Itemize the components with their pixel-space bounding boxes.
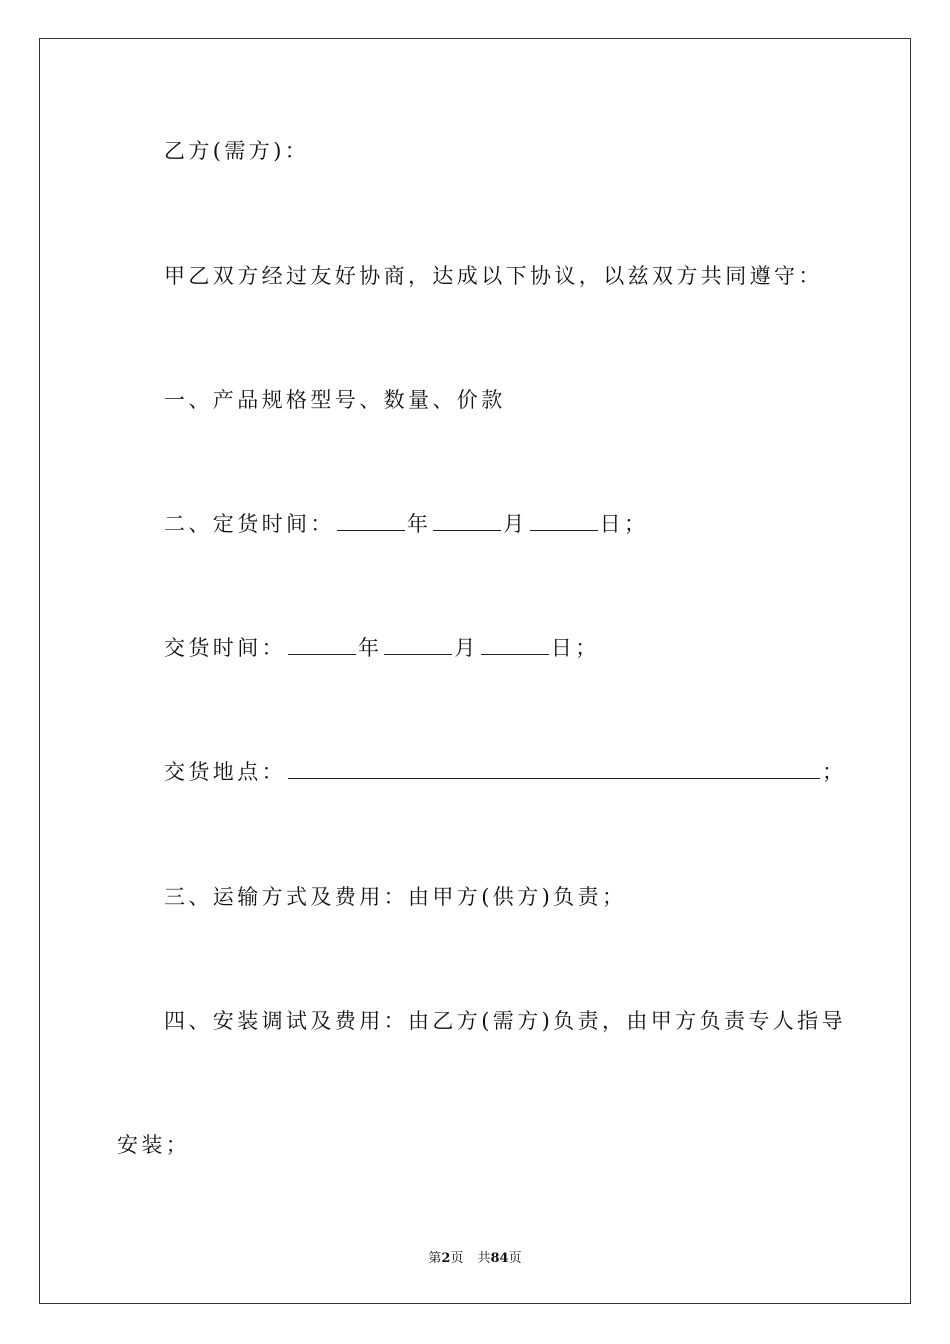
total-prefix: 共: [477, 1251, 491, 1266]
delivery-month-blank: [384, 634, 452, 655]
section-4-paragraph: 四、安装调试及费用：由乙方(需方)负责，由甲方负责专人指导: [164, 1009, 846, 1033]
total-pages: 84: [490, 1251, 509, 1266]
delivery-day-blank: [481, 634, 549, 655]
delivery-date-line: [164, 633, 600, 663]
page-border: [39, 38, 911, 1304]
total-suffix: 页: [508, 1251, 522, 1266]
section-3-paragraph: 三、运输方式及费用：由甲方(供方)负责；: [164, 885, 627, 909]
page-footer: [0, 1247, 950, 1266]
order-year-blank: [337, 510, 405, 531]
page-suffix: 页: [450, 1251, 464, 1266]
page-prefix: 第: [428, 1251, 442, 1266]
order-month-blank: [433, 510, 501, 531]
order-day-blank: [530, 510, 598, 531]
delivery-year-blank: [288, 634, 356, 655]
section-4-continuation: 安装；: [117, 1133, 191, 1157]
order-month-unit: 月: [503, 512, 528, 536]
delivery-place-label: 交货地点：: [164, 760, 286, 784]
order-date-line: [164, 509, 648, 539]
delivery-place-line: [164, 757, 846, 787]
delivery-day-unit: 日；: [550, 636, 600, 660]
delivery-place-blank: [288, 758, 820, 779]
intro-paragraph: 甲乙双方经过友好协商，达成以下协议，以兹双方共同遵守：: [164, 264, 823, 288]
order-day-unit: 日；: [599, 512, 649, 536]
order-year-unit: 年: [406, 512, 432, 536]
delivery-date-label: 交货时间：: [164, 636, 286, 660]
order-date-label: 二、定货时间：: [164, 512, 335, 536]
delivery-place-end: ；: [822, 760, 847, 784]
section-1-heading: 一、产品规格型号、数量、价款: [164, 388, 506, 412]
page-number: 2: [441, 1251, 451, 1266]
party-b-line: 乙方(需方)：: [164, 139, 310, 163]
delivery-year-unit: 年: [358, 636, 383, 660]
delivery-month-unit: 月: [454, 636, 479, 660]
